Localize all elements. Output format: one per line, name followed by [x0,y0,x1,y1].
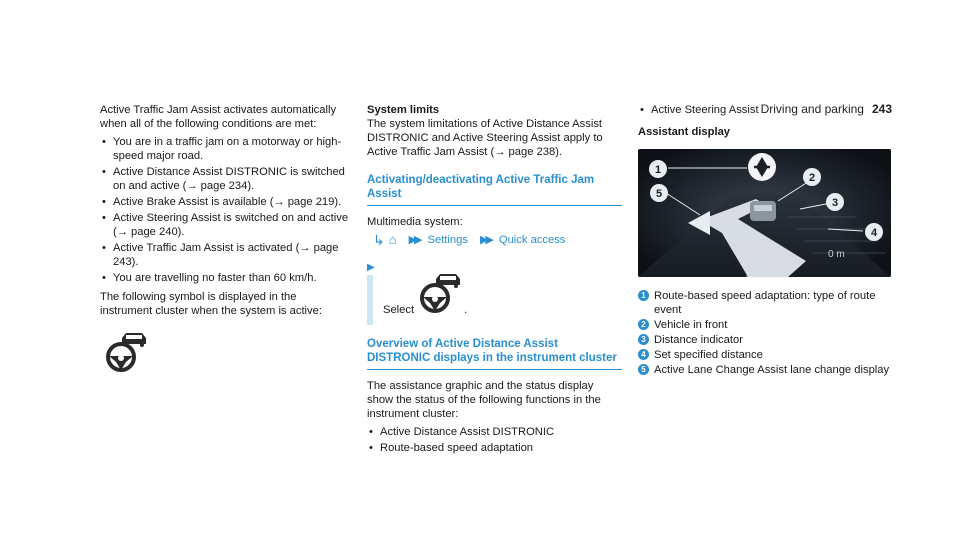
list-item: • Active Steering Assist is switched on and active (→ page 240). [100,211,350,239]
step-arrow-icon: ▶ [367,262,375,273]
chevron-icon: ▶▶ [408,234,420,246]
callout-3: 3 [831,197,839,209]
list-item: • Active Distance Assist DISTRONIC [367,425,622,439]
callout-4: 4 [870,227,878,239]
column-right [638,103,893,378]
settings-link[interactable]: Settings [427,234,468,246]
list-item: • Route-based speed adaptation [367,441,622,455]
list-item: • You are travelling no faster than 60 km/h. [100,271,350,285]
list-item: • Active Brake Assist is available (→ page 219). [100,195,350,209]
legend-item: 5 Active Lane Change Assist lane change display [638,363,893,377]
legend [638,289,893,377]
conditions-list [100,135,350,285]
legend-item: 1 Route-based speed adaptation: type of route event [638,289,893,317]
activate-heading: Activating/deactivating Active Traffic Jam Assist [367,173,622,206]
column-left [100,103,350,376]
section-title: Driving and parking [760,102,864,116]
list-item: • You are in a traffic jam on a motorway or high-speed major road. [100,135,350,163]
overview-text: The assistance graphic and the status display show the status of the following functions in the instrument cluster: [367,380,601,420]
step-select [367,261,622,317]
select-label: Select [383,304,415,316]
legend-item: 4 Set specified distance [638,348,893,362]
callout-5: 5 [655,188,663,200]
nav-path [367,233,622,247]
display-title: Assistant display [638,126,731,138]
list-item: • Active Distance Assist DISTRONIC is switched on and active (→ page 234). [100,165,350,193]
page-number: 243 [871,102,892,116]
step-bar [367,275,373,325]
arrow-right-icon: ↳ [373,232,385,248]
chevron-icon: ▶▶ [479,234,491,246]
assistant-display-image [638,149,891,277]
functions-list [367,425,622,455]
home-icon[interactable]: ⌂ [388,232,397,247]
multimedia-label: Multimedia system: [367,216,463,228]
intro-text: Active Traffic Jam Assist activates automatically when all of the following conditions are met: [100,104,337,130]
quick-access-link[interactable]: Quick access [498,234,566,246]
callout-1: 1 [654,164,662,176]
overview-heading: Overview of Active Distance Assist DISTRONIC displays in the instrument cluster [367,337,622,370]
steering-wheel-vehicle-icon[interactable] [418,273,460,317]
steering-wheel-vehicle-icon [104,332,350,376]
list-item: • Active Traffic Jam Assist is activated (→ page 243). [100,241,350,269]
limits-text: The system limitations of Active Distance Assist DISTRONIC and Active Steering Assist apply to Active Traffic Jam Assist (→ page 238). [367,118,603,158]
list-item: • Active Steering Assist [638,103,893,117]
callout-2: 2 [808,172,816,184]
symbol-text: The following symbol is displayed in the instrument cluster when the system is active: [100,291,322,317]
column-middle [367,103,622,460]
legend-item: 3 Distance indicator [638,333,893,347]
legend-item: 2 Vehicle in front [638,318,893,332]
functions-list-cont [638,103,893,117]
select-suffix: . [464,304,468,316]
limits-title: System limits [367,104,440,116]
distance-readout: 0 m [828,249,845,260]
